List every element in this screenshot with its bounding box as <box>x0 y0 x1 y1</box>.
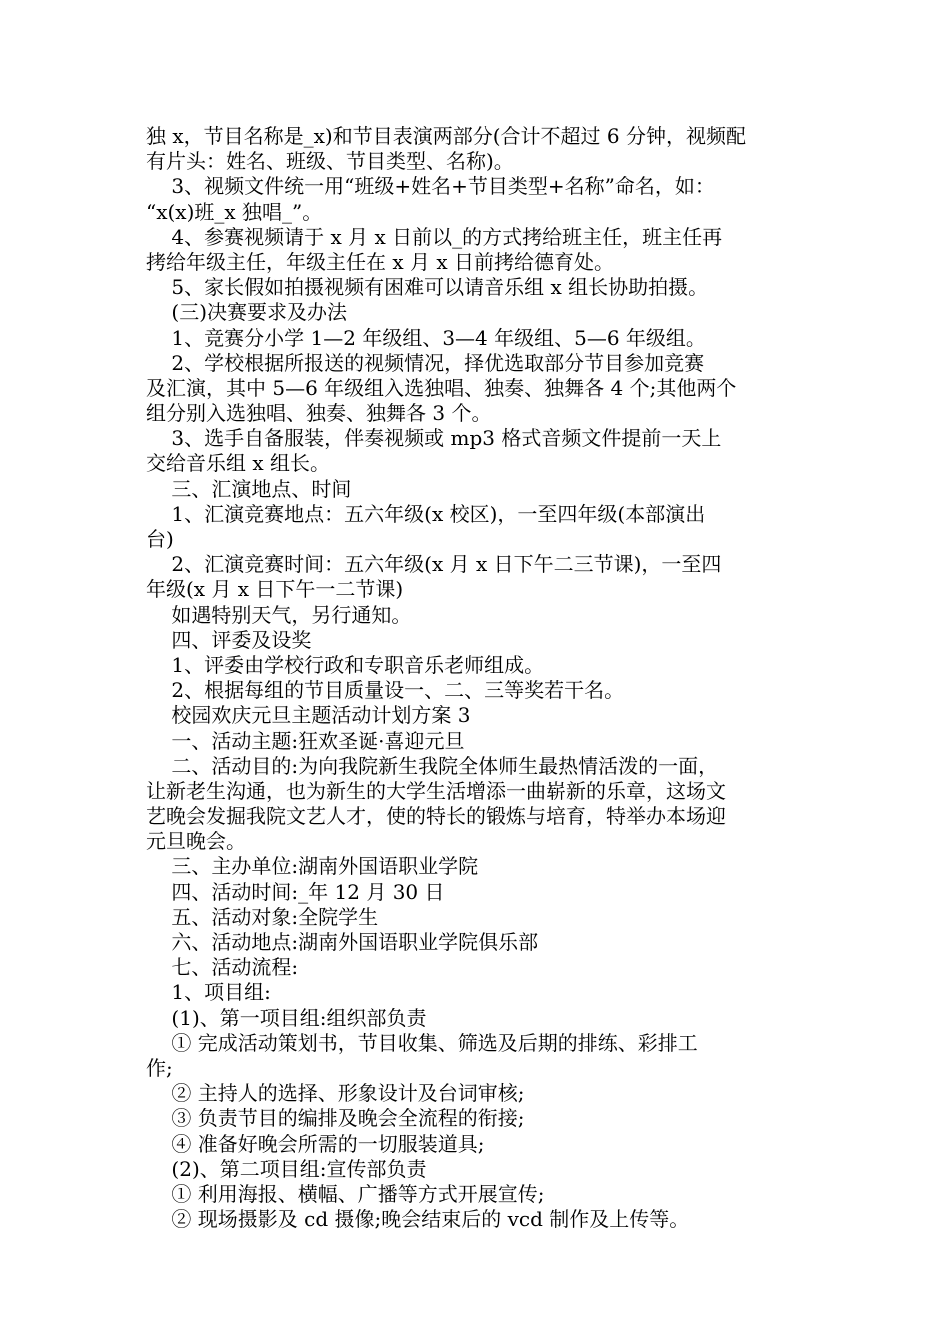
text-line: 1、汇演竞赛地点：五六年级(x 校区)，一至四年级(本部演出 <box>146 501 706 526</box>
list-item: ① 利用海报、横幅、广播等方式开展宣传; <box>146 1181 545 1206</box>
section-heading: 三、主办单位:湖南外国语职业学院 <box>146 854 479 879</box>
list-item: ① 完成活动策划书，节目收集、筛选及后期的排练、彩排工 <box>146 1030 698 1055</box>
text-line: 台) <box>146 527 174 551</box>
text-line: 5、家长假如拍摄视频有困难可以请音乐组 x 组长协助拍摄。 <box>146 275 709 300</box>
text-line: 及汇演，其中 5—6 年级组入选独唱、独奏、独舞各 4 个;其他两个 <box>146 375 737 400</box>
list-item: ③ 负责节目的编排及晚会全流程的衔接; <box>146 1106 525 1131</box>
text-line: 作; <box>146 1055 173 1080</box>
text-line: 2、汇演竞赛时间：五六年级(x 月 x 日下午二三节课)，一至四 <box>146 552 722 577</box>
section-heading: (三)决赛要求及办法 <box>146 300 348 325</box>
text-line: 2、根据每组的节目质量设一、二、三等奖若干名。 <box>146 678 625 703</box>
document-title: 校园欢庆元旦主题活动计划方案 3 <box>146 703 471 728</box>
document-body <box>146 124 810 1232</box>
text-line: “x(x)班_x 独唱_”。 <box>146 199 323 224</box>
section-heading: 七、活动流程: <box>146 955 299 980</box>
text-line: 1、竞赛分小学 1—2 年级组、3—4 年级组、5—6 年级组。 <box>146 325 706 350</box>
text-line: 艺晚会发掘我院文艺人才，使的特长的锻炼与培育，特举办本场迎 <box>146 804 726 829</box>
text-line: 2、学校根据所报送的视频情况，择优选取部分节目参加竞赛 <box>146 350 705 375</box>
section-heading: 六、活动地点:湖南外国语职业学院俱乐部 <box>146 930 539 954</box>
text-line: 组分别入选独唱、独奏、独舞各 3 个。 <box>146 401 492 426</box>
list-item: ② 现场摄影及 cd 摄像;晚会结束后的 vcd 制作及上传等。 <box>146 1207 690 1232</box>
text-line: 让新老生沟通，也为新生的大学生活增添一曲崭新的乐章，这场文 <box>146 778 726 803</box>
text-line: 有片头：姓名、班级、节目类型、名称)。 <box>146 149 514 174</box>
list-item: ④ 准备好晚会所需的一切服装道具; <box>146 1131 485 1156</box>
section-heading: 四、活动时间:_年 12 月 30 日 <box>146 879 445 904</box>
text-line: 3、视频文件统一用“班级+姓名+节目类型+名称”命名，如： <box>146 174 715 199</box>
list-item: ② 主持人的选择、形象设计及台词审核; <box>146 1081 525 1106</box>
text-line: (1)、第一项目组:组织部负责 <box>146 1005 427 1030</box>
text-line: 3、选手自备服装，伴奏视频或 mp3 格式音频文件提前一天上 <box>146 426 722 451</box>
text-line: 拷给年级主任，年级主任在 x 月 x 日前拷给德育处。 <box>146 249 614 274</box>
text-line: 元旦晚会。 <box>146 829 246 854</box>
text-line: (2)、第二项目组:宣传部负责 <box>146 1156 427 1181</box>
text-line: 1、项目组: <box>146 980 271 1005</box>
text-line: 二、活动目的:为向我院新生我院全体师生最热情活泼的一面， <box>146 753 719 778</box>
section-heading: 五、活动对象:全院学生 <box>146 904 379 929</box>
section-heading: 一、活动主题:狂欢圣诞·喜迎元旦 <box>146 728 465 753</box>
text-line: 1、评委由学校行政和专职音乐老师组成。 <box>146 652 545 677</box>
section-heading: 三、汇演地点、时间 <box>146 476 352 501</box>
text-line: 交给音乐组 x 组长。 <box>146 451 330 476</box>
section-heading: 四、评委及设奖 <box>146 627 312 652</box>
text-line: 4、参赛视频请于 x 月 x 日前以_的方式拷给班主任，班主任再 <box>146 224 723 249</box>
text-line: 年级(x 月 x 日下午一二节课) <box>146 577 404 602</box>
text-line: 独 x，节目名称是_x)和节目表演两部分(合计不超过 6 分钟，视频配 <box>146 124 746 148</box>
text-line: 如遇特别天气，另行通知。 <box>146 602 412 627</box>
